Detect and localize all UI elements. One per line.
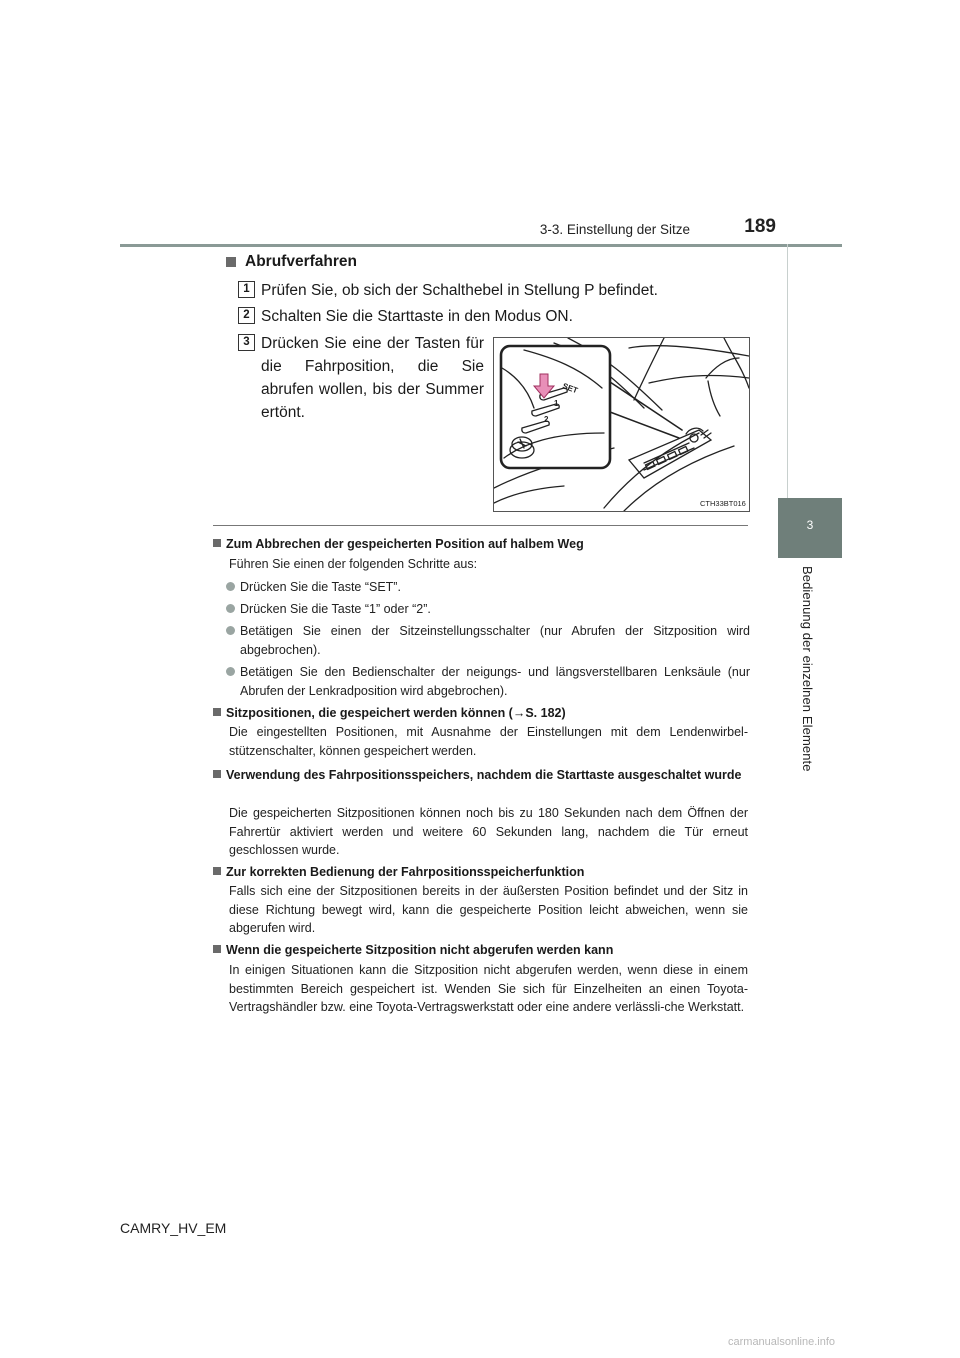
note-bullet: Betätigen Sie den Bedienschalter der neigungs- und längsverstellbaren Lenksäule (nur Abrufen der Lenkradposition wird abgebrochen). [226, 663, 750, 700]
note-text-3: Die gespeicherten Sitzpositionen können noch bis zu 180 Sekunden nach dem Öffnen der Fahrertür aktiviert werden und weitere 60 Sekunden lang, nachdem die Tür erneut geschlossen wurde. [229, 806, 748, 857]
chapter-title: Bedienung der einzelnen Elemente [800, 566, 815, 772]
section-divider [213, 525, 748, 526]
step-text-2: Schalten Sie die Starttaste in den Modus ON. [261, 308, 573, 325]
note-square-icon [213, 867, 221, 875]
step-text-3: Drücken Sie eine der Tasten für die Fahrposition, die Sie abrufen wollen, bis der Summer ertönt. [261, 335, 484, 421]
note-text-2: Die eingestellten Positionen, mit Ausnahme der Einstellungen mit dem Lendenwirbel-stützenschalter, können gespeichert werden. [229, 725, 748, 758]
button-1-label: 1 [554, 399, 559, 408]
note-text-5: In einigen Situationen kann die Sitzposition nicht abgerufen werden, wenn diese in einem bestimmten Bereich gespeichert ist. Wenden Sie sich für Einzelheiten an einen Toyota-Vertragshändler bzw. eine Toyota-Vertragswerkstatt oder eine andere verlässli-che Werkstatt. [229, 963, 748, 1014]
procedure-heading: Abrufverfahren [245, 253, 357, 270]
button-2-label: 2 [544, 415, 549, 424]
step-text-1: Prüfen Sie, ob sich der Schalthebel in Stellung P befindet. [261, 282, 658, 299]
section-square-icon [226, 257, 236, 267]
bullet-dot-icon [226, 626, 235, 635]
side-divider [787, 244, 788, 498]
watermark: carmanualsonline.info [728, 1336, 836, 1348]
header-rule [120, 244, 842, 247]
page-number: 189 [744, 216, 776, 237]
bullet-dot-icon [226, 604, 235, 613]
step-number-2: 2 [238, 307, 255, 324]
note-heading-1: Zum Abbrechen der gespeicherten Position auf halbem Weg [213, 535, 753, 553]
bullet-dot-icon [226, 582, 235, 591]
note-square-icon [213, 945, 221, 953]
section-title: 3-3. Einstellung der Sitze [539, 222, 690, 237]
set-label: SET [561, 381, 580, 396]
door-memory-switch-illustration [493, 337, 750, 512]
note-heading-3: Verwendung des Fahrpositionsspeichers, nachdem die Starttaste ausgeschaltet wurde [213, 766, 748, 784]
step-number-3: 3 [238, 334, 255, 351]
note-heading-2: Sitzpositionen, die gespeichert werden können (→S. 182) [213, 704, 753, 722]
step-number-1: 1 [238, 281, 255, 298]
note-bullet: Drücken Sie die Taste “1” oder “2”. [226, 600, 750, 619]
illustration-code: CTH33BT016 [700, 499, 746, 508]
note-square-icon [213, 539, 221, 547]
note-heading-5: Wenn die gespeicherte Sitzposition nicht abgerufen werden kann [213, 941, 753, 959]
note-text-4: Falls sich eine der Sitzpositionen bereits in der äußersten Position befindet und der Sitz in diese Richtung bewegt wird, kann die gespeicherte Position leicht abweichen, wenn sie abgerufen wird. [229, 884, 748, 935]
note-square-icon [213, 708, 221, 716]
model-code: CAMRY_HV_EM [120, 1220, 227, 1236]
note-bullet: Betätigen Sie einen der Sitzeinstellungsschalter (nur Abrufen der Sitzposition wird abgebrochen). [226, 622, 750, 659]
note-text-1: Führen Sie einen der folgenden Schritte aus: [229, 557, 478, 571]
note-heading-4: Zur korrekten Bedienung der Fahrpositionsspeicherfunktion [213, 863, 753, 881]
bullet-dot-icon [226, 667, 235, 676]
note-bullet: Drücken Sie die Taste “SET”. [226, 578, 750, 597]
chapter-number: 3 [806, 518, 814, 532]
note-square-icon [213, 770, 221, 778]
